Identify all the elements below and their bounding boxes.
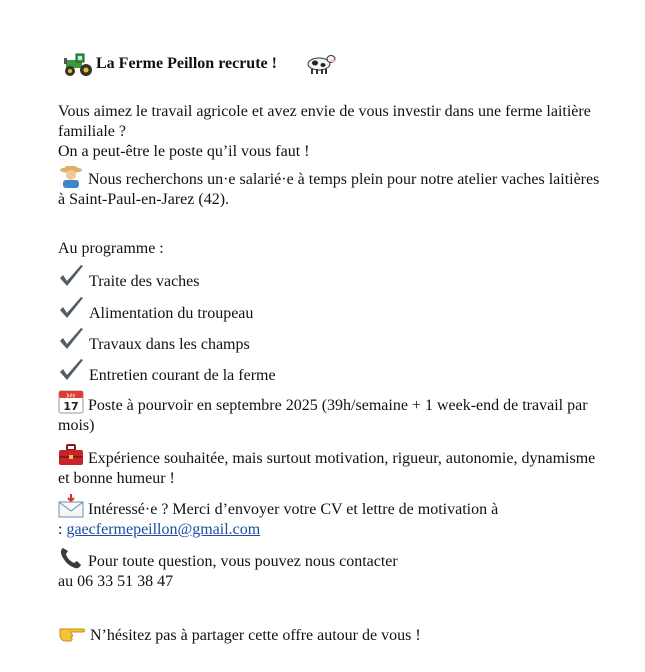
email-link[interactable]: gaecfermepeillon@gmail.com <box>66 521 261 538</box>
cow-icon <box>304 50 336 76</box>
share-paragraph <box>58 620 605 646</box>
program-item: Travaux dans les champs <box>58 327 605 355</box>
check-mark-icon <box>58 358 84 384</box>
phone-number: au 06 33 51 38 47 <box>58 573 174 590</box>
check-mark-icon <box>58 327 84 353</box>
tractor-icon <box>62 50 94 78</box>
phone-icon <box>58 546 84 570</box>
program-item: Entretien courant de la ferme <box>58 358 605 386</box>
search-paragraph <box>58 164 605 210</box>
check-mark-icon <box>58 296 84 322</box>
phone-text: Pour toute question, vous pouvez nous contacter <box>88 553 398 570</box>
share-text: N’hésitez pas à partager cette offre autour de vous ! <box>90 627 421 644</box>
post-title <box>62 50 277 78</box>
phone-paragraph <box>58 546 605 592</box>
intro-line-1: Vous aimez le travail agricole et avez envie de vous investir dans une ferme laitière familiale ? <box>58 103 591 140</box>
program-item: Alimentation du troupeau <box>58 296 605 324</box>
calendar-month: July <box>66 393 76 399</box>
envelope-arrow-icon <box>58 494 84 518</box>
title-text: La Ferme Peillon recrute ! <box>96 55 277 72</box>
calendar-paragraph <box>58 390 605 436</box>
calendar-text: Poste à pourvoir en septembre 2025 (39h/semaine + 1 week-end de travail par mois) <box>58 397 588 434</box>
experience-paragraph <box>58 443 605 489</box>
check-mark-icon <box>58 264 84 290</box>
intro-paragraph <box>58 102 605 162</box>
search-text: Nous recherchons un·e salarié·e à temps plein pour notre atelier vaches laitières à Saint-Paul-en-Jarez (42). <box>58 171 600 208</box>
toolbox-icon <box>58 443 84 467</box>
program-heading: Au programme : <box>58 240 164 257</box>
farmer-icon <box>58 164 84 188</box>
intro-line-2: On a peut-être le poste qu’il vous faut ! <box>58 143 310 160</box>
experience-text: Expérience souhaitée, mais surtout motivation, rigueur, autonomie, dynamisme et bonne humeur ! <box>58 450 596 487</box>
calendar-day: 17 <box>63 400 79 413</box>
pointing-hand-icon <box>58 620 86 644</box>
program-item: Traite des vaches <box>58 264 605 292</box>
contact-paragraph: Intéressé·e ? Merci d’envoyer votre CV et lettre de motivation à : gaecfermepeillon@gmail.com <box>58 494 605 540</box>
contact-text: Intéressé·e ? Merci d’envoyer votre CV et lettre de motivation à <box>88 501 499 518</box>
calendar-icon <box>58 390 84 414</box>
